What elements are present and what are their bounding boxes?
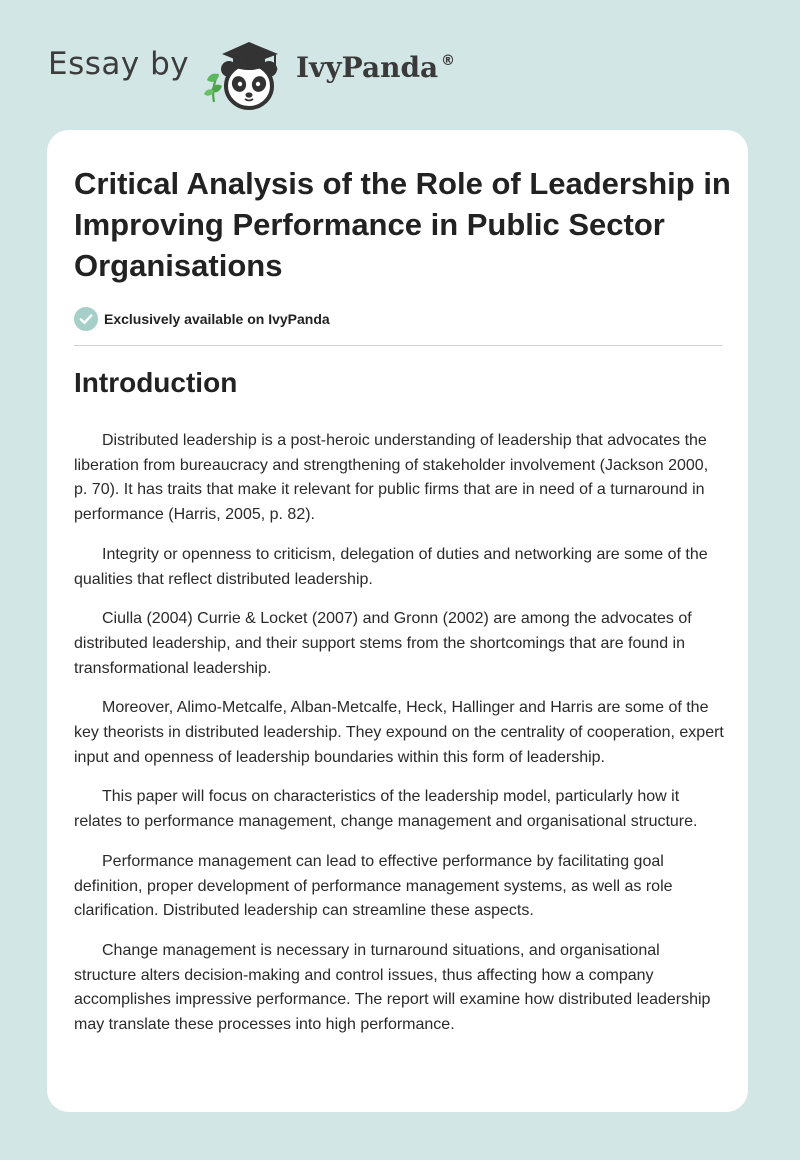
paragraph: Change management is necessary in turnaround situations, and organisational structure alters decision-making and control issues, thus affecting how a company accomplishes impressive performance. The report will examine how distributed leadership may translate these processes into high performance. bbox=[74, 941, 711, 1034]
exclusive-badge bbox=[74, 306, 330, 332]
brand-name[interactable]: IvyPanda bbox=[296, 51, 439, 84]
essay-card bbox=[47, 130, 748, 1112]
title-divider bbox=[74, 345, 723, 346]
paragraph: Performance management can lead to effective performance by facilitating goal definition, proper development of performance management systems, as well as role clarification. Distributed leadership can streamline these aspects. bbox=[74, 852, 673, 920]
exclusive-label: Exclusively available on IvyPanda bbox=[104, 311, 330, 327]
essay-body bbox=[74, 429, 724, 1053]
essay-by-text: Essay by bbox=[48, 46, 190, 82]
paragraph: Moreover, Alimo-Metcalfe, Alban-Metcalfe, Heck, Hallinger and Harris are some of the key theorists in distributed leadership. They expound on the centrality of cooperation, expert input and openness of leadership boundaries within this form of leadership. bbox=[74, 699, 724, 766]
paragraph: Integrity or openness to criticism, delegation of duties and networking are some of the qualities that reflect distributed leadership. bbox=[74, 545, 708, 588]
section-heading-introduction: Introduction bbox=[74, 367, 238, 398]
essay-title: Critical Analysis of the Role of Leadership in Improving Performance in Public Sector Organisations bbox=[74, 166, 731, 283]
check-circle-icon bbox=[74, 307, 98, 331]
site-header bbox=[0, 0, 800, 130]
ivy-leaf-icon bbox=[204, 74, 222, 102]
registered-mark: ® bbox=[441, 53, 455, 69]
paragraph: This paper will focus on characteristics of the leadership model, particularly how it relates to performance management, change management and organisational structure. bbox=[74, 788, 698, 831]
paragraph: Ciulla (2004) Currie & Locket (2007) and Gronn (2002) are among the advocates of distributed leadership, and their support stems from the shortcomings that are found in transformational leadership. bbox=[74, 610, 692, 677]
panda-graduate-icon[interactable] bbox=[198, 36, 294, 112]
paragraph: Distributed leadership is a post-heroic understanding of leadership that advocates the liberation from bureaucracy and strengthening of stakeholder involvement (Jackson 2000, p. 70). It has traits that make it relevant for public firms that are in need of a turnaround in performance (Harris, 2005, p. 82). bbox=[74, 432, 709, 524]
